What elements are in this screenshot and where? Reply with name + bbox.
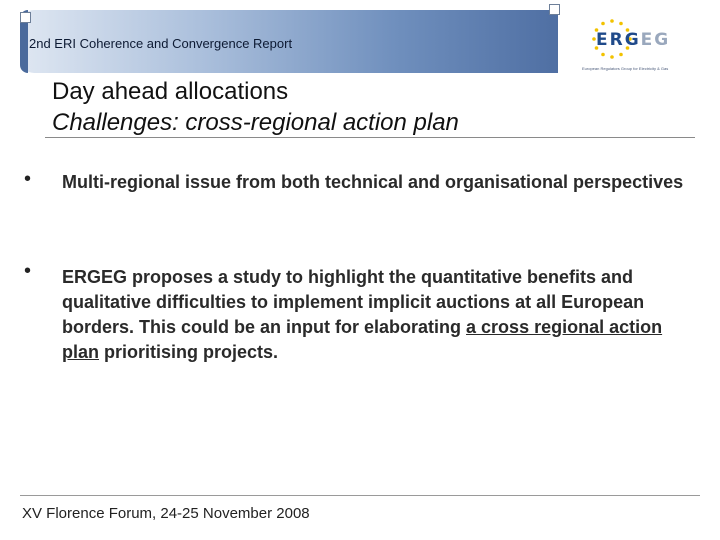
banner-corner-left: [20, 12, 31, 23]
slide-title-main: Day ahead allocations: [52, 78, 289, 105]
bullet-text-2: [62, 265, 692, 365]
bullet-text-1: Multi-regional issue from both technical and organisational perspectives: [62, 172, 684, 192]
banner-title: 2nd ERI Coherence and Convergence Report: [29, 36, 293, 51]
slide-title: [52, 76, 459, 138]
bullet-2-text-after: prioritising projects.: [99, 342, 279, 362]
bullet-marker: •: [24, 260, 32, 282]
slide-subtitle: Challenges: cross-regional action plan: [52, 109, 459, 136]
footer-divider: [20, 495, 700, 496]
bullet-marker: •: [24, 168, 32, 190]
title-divider: [45, 137, 695, 138]
action-plan-link: a cross regional action plan: [62, 317, 663, 362]
bullet-2-text-before: ERGEG proposes a study to highlight the quantitative benefits and qualitative difficulties to implement implicit auctions at all European borders. This could be an input for elaborating: [62, 267, 645, 337]
footer-text: XV Florence Forum, 24-25 November 2008: [22, 505, 310, 522]
ergeg-logo-text: ERGEG: [596, 30, 671, 50]
banner-corner-right: [549, 4, 560, 15]
ergeg-logo-subtitle: European Regulators Group for Electricity & Gas: [582, 66, 669, 71]
